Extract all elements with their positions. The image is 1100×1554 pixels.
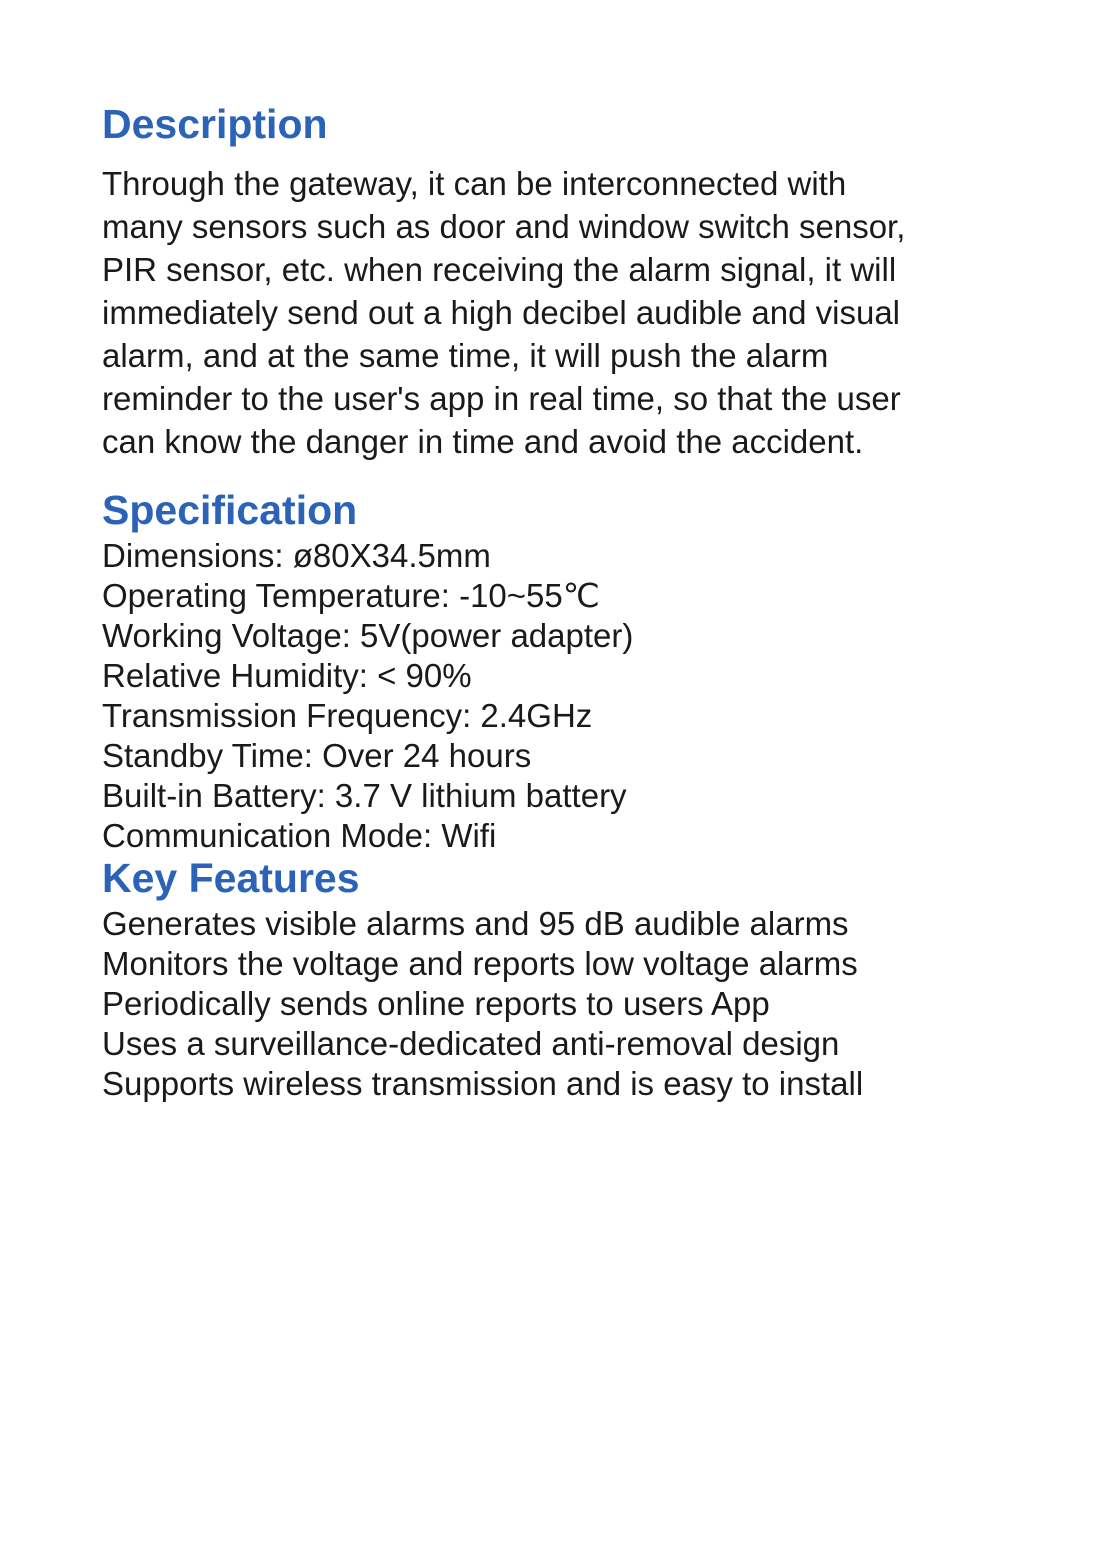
feature-item: Generates visible alarms and 95 dB audible alarms xyxy=(102,905,849,942)
description-line: reminder to the user's app in real time, so that the user xyxy=(102,380,901,417)
specification-section xyxy=(102,484,1002,856)
spec-communication-mode: Communication Mode: Wifi xyxy=(102,817,497,854)
spec-relative-humidity: Relative Humidity: < 90% xyxy=(102,657,472,694)
spec-operating-temperature: Operating Temperature: -10~55℃ xyxy=(102,577,600,614)
description-section xyxy=(102,98,1002,463)
spec-standby-time: Standby Time: Over 24 hours xyxy=(102,737,532,774)
spec-dimensions: Dimensions: ø80X34.5mm xyxy=(102,537,491,574)
description-line: Through the gateway, it can be interconnected with xyxy=(102,165,847,202)
spec-built-in-battery: Built-in Battery: 3.7 V lithium battery xyxy=(102,777,627,814)
feature-item: Periodically sends online reports to users App xyxy=(102,985,770,1022)
description-line: PIR sensor, etc. when receiving the alarm signal, it will xyxy=(102,251,897,288)
spec-transmission-frequency: Transmission Frequency: 2.4GHz xyxy=(102,697,593,734)
key-features-heading: Key Features xyxy=(102,855,360,901)
specification-heading: Specification xyxy=(102,487,358,533)
feature-item: Uses a surveillance-dedicated anti-removal design xyxy=(102,1025,840,1062)
specification-list xyxy=(102,536,1002,856)
description-line: many sensors such as door and window switch sensor, xyxy=(102,208,906,245)
description-paragraph xyxy=(102,162,992,463)
description-heading: Description xyxy=(102,101,328,147)
feature-item: Monitors the voltage and reports low voltage alarms xyxy=(102,945,858,982)
description-line: immediately send out a high decibel audible and visual xyxy=(102,294,901,331)
feature-item: Supports wireless transmission and is easy to install xyxy=(102,1065,864,1102)
description-line: alarm, and at the same time, it will push the alarm xyxy=(102,337,829,374)
document-page xyxy=(102,98,1002,1104)
spec-working-voltage: Working Voltage: 5V(power adapter) xyxy=(102,617,634,654)
key-features-list xyxy=(102,904,1002,1104)
description-line: can know the danger in time and avoid the accident. xyxy=(102,423,864,460)
key-features-section xyxy=(102,852,1002,1104)
